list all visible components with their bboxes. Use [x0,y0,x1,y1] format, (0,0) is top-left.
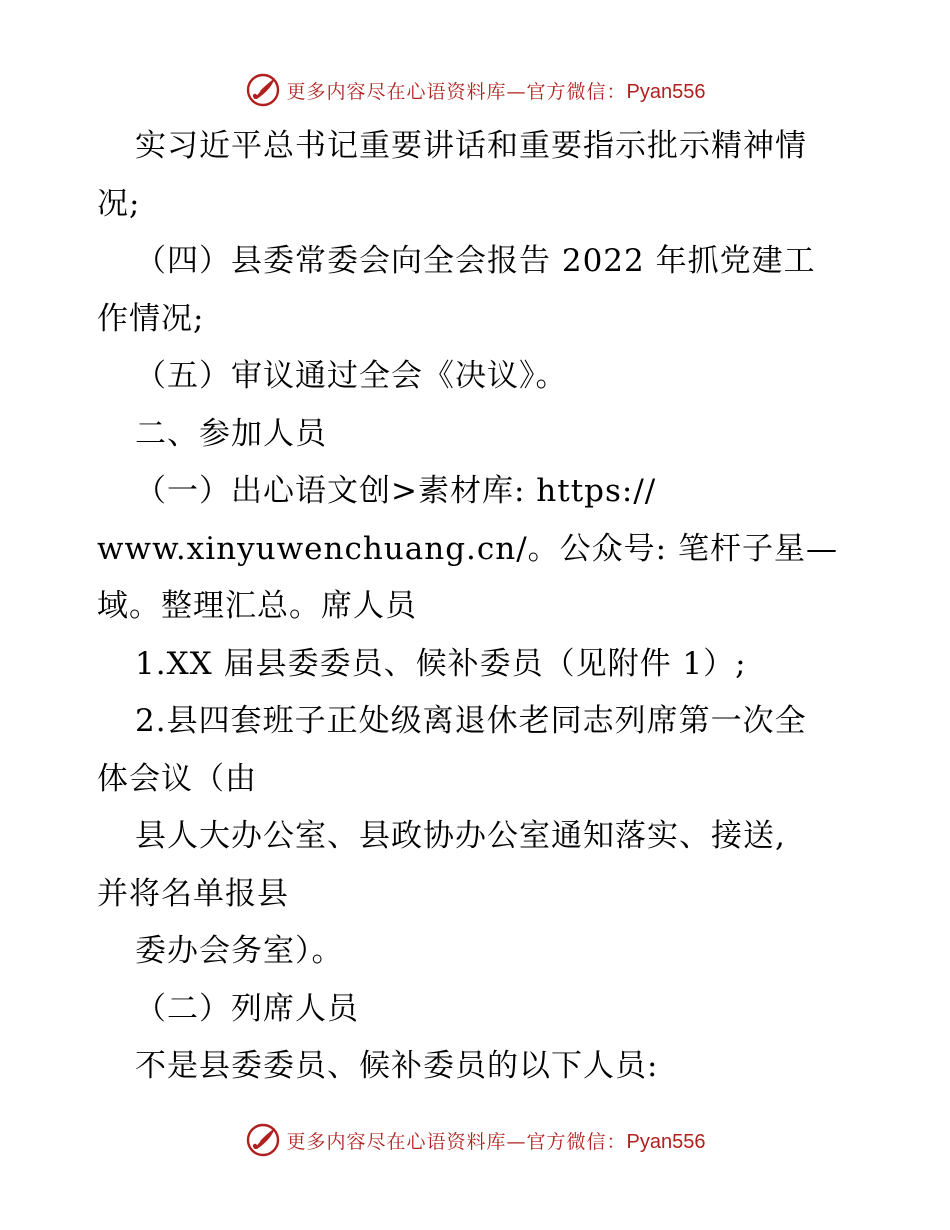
body-line: 域。整理汇总。席人员 [97,588,417,624]
header-wechat-handle: Pyan556 [626,80,706,103]
body-line: 县人大办公室、县政协办公室通知落实、接送, [135,818,786,854]
body-line: 委办会务室）。 [135,933,344,969]
body-line: 作情况; [97,300,205,337]
footer-banner-text [287,1127,706,1154]
quill-pen-logo-icon [245,72,281,108]
list-item: 2.县四套班子正处级离退休老同志列席第一次全 [135,703,807,739]
list-item: 1.XX 届县委委员、候补委员（见附件 1）; [135,645,747,682]
footer-wechat-label: 官方微信： [526,1130,627,1153]
body-line: 并将名单报县 [97,875,289,912]
body-line: （五）审议通过全会《决议》。 [135,358,568,394]
body-line: 体会议（由 [97,760,257,797]
header-banner-title: 更多内容尽在心语资料库 [286,80,507,103]
footer-banner-title: 更多内容尽在心语资料库 [286,1130,507,1153]
header-banner-separator: — [506,80,527,103]
body-line: www.xinyuwenchuang.cn/。公众号: 笔杆子星— [97,530,838,567]
quill-pen-logo-icon [245,1122,281,1158]
document-body [97,118,867,1096]
footer-wechat-handle: Pyan556 [626,1130,706,1153]
section-heading: （二）列席人员 [135,990,359,1027]
body-line: 实习近平总书记重要讲话和重要指示批示精神情 [135,128,807,164]
footer-banner [0,1120,950,1160]
body-line: 况; [97,185,141,222]
header-wechat-label: 官方微信： [526,80,627,103]
body-line: （一）出心语文创>素材库: https:// [135,473,657,509]
body-line: （四）县委常委会向全会报告 2022 年抓党建工 [135,243,816,279]
section-heading: 二、参加人员 [135,415,327,452]
header-banner-text [287,77,706,104]
header-banner [0,70,950,110]
footer-banner-separator: — [506,1130,527,1153]
body-line: 不是县委委员、候补委员的以下人员: [135,1048,659,1084]
